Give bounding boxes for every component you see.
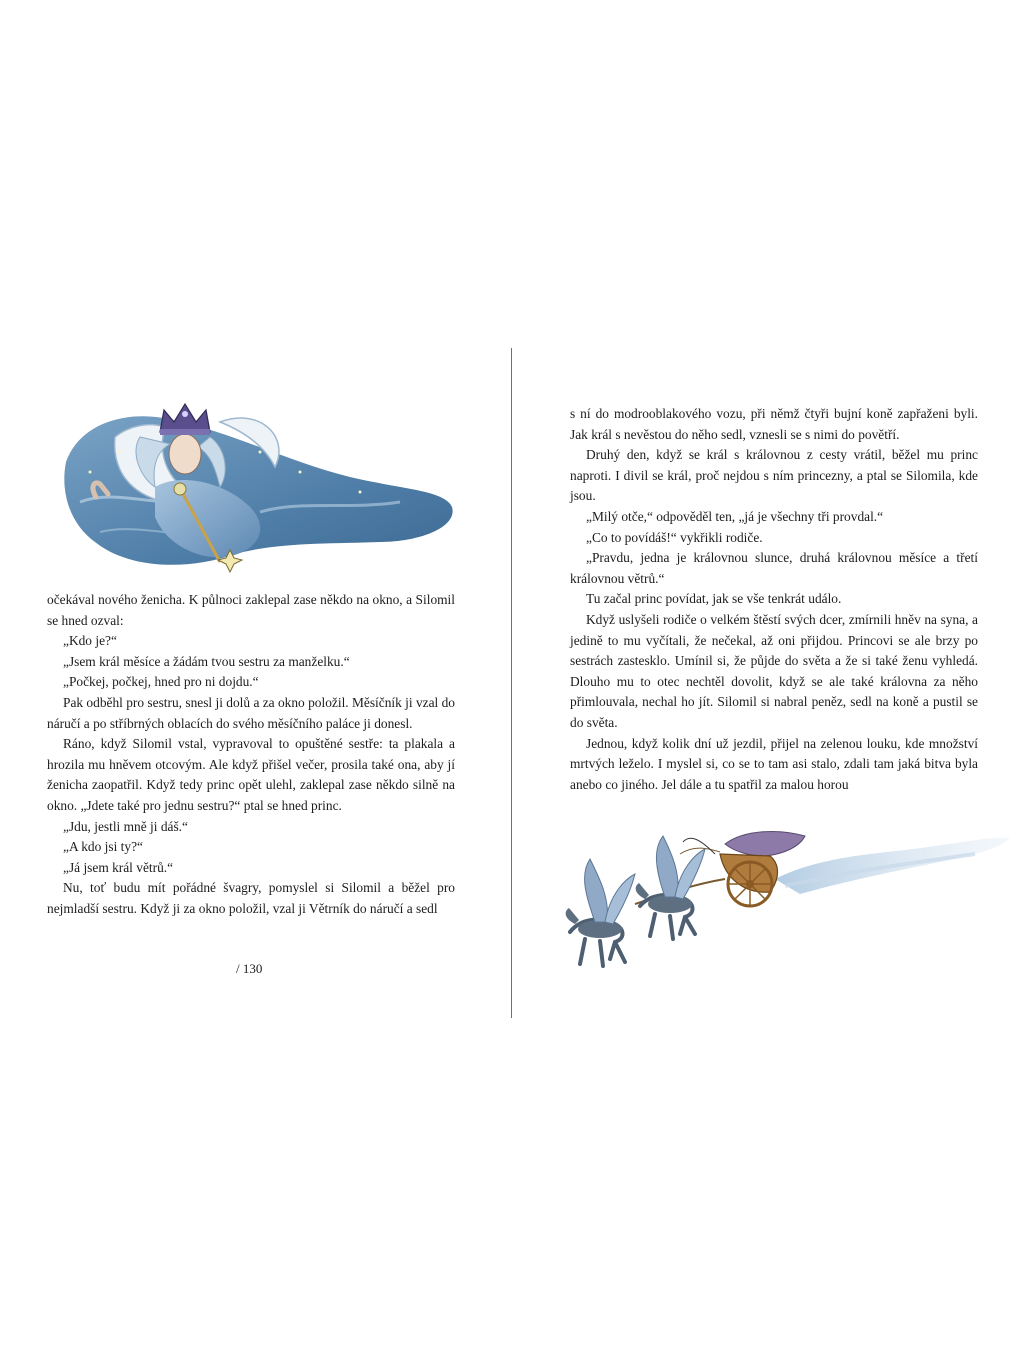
paragraph: Druhý den, když se král s královnou z cesty vrátil, běžel mu princ naproti. I divil se král, proč nejdou s ním princezny, a ptal se Silomila, kde jsou. (570, 447, 978, 504)
left-page-text (47, 590, 455, 920)
paragraph: očekával nového ženicha. K půlnoci zaklepal zase někdo na okno, a Silomil se hned ozval: (47, 592, 455, 628)
paragraph: Nu, toť budu mít pořádné švagry, pomyslel si Silomil a běžel pro nejmladší sestru. Když ji za okno položil, vzal ji Větrník do náručí a sedl (47, 880, 455, 916)
paragraph: „Jsem král měsíce a žádám tvou sestru za manželku.“ (63, 653, 350, 669)
paragraph: „Kdo je?“ (63, 633, 117, 649)
page-number: / 130 (236, 961, 263, 976)
paragraph: s ní do modrooblakového vozu, při němž čtyři bujní koně zapřaženi byli. Jak král s nevěstou do něho sedl, vznesli se s nimi do povětří. (570, 406, 978, 442)
moon-king-illustration (60, 392, 460, 582)
paragraph: „A kdo jsi ty?“ (63, 839, 143, 855)
paragraph: „Co to povídáš!“ vykřikli rodiče. (586, 529, 763, 545)
paragraph: Pak odběhl pro sestru, snesl ji dolů a za okno položil. Měsíčník ji vzal do náručí a po stříbrných oblacích do svého měsíčního paláce ji donesl. (47, 694, 455, 731)
spine-divider (511, 348, 512, 1018)
paragraph: Ráno, když Silomil vstal, vypravoval to opuštěné sestře: ta plakala a hrozila mu hněvem otcovým. Ale když přišel večer, prosila také ona, aby jí ženicha zaopatřil. Když tedy princ opět ulehl, zaklepal zase někdo silně na okno. „Jdete také pro jednu sestru?“ ptal se hned princ. (47, 736, 455, 813)
paragraph: „Pravdu, jedna je královnou slunce, druhá královnou měsíce a třetí královnou větrů.“ (570, 550, 978, 586)
paragraph: Tu začal princ povídat, jak se vše tenkrát událo. (586, 591, 842, 607)
right-page-text (570, 404, 978, 795)
paragraph: Když uslyšeli rodiče o velkém štěstí svých dcer, zmírnili hněv na syna, a jedině to mu vyčítali, že nečekal, až oni přijdou. Princovi se ale brzy po sestrách zastesklo. Umínil si, že půjde do světa a že si také ženu vyhledá. Dlouho mu to otec nechtěl dovolit, když se ale také královna za něho přimlouvala, nechal ho jít. Silomil si nabral peněz, sedl na koně a pustil se do světa. (570, 611, 978, 730)
paragraph: „Jdu, jestli mně ji dáš.“ (63, 818, 188, 834)
paragraph: Jednou, když kolik dní už jezdil, přijel na zelenou louku, kde množství mrtvých leželo. I myslel si, co se to tam asi stalo, zdali tam jaká bitva byla anebo co jiného. Jel dále a tu spatřil za malou horou (570, 735, 978, 792)
paragraph: „Milý otče,“ odpověděl ten, „já je všechny tři provdal.“ (586, 508, 884, 524)
winged-horses-chariot-illustration (555, 824, 1015, 970)
paragraph: „Já jsem král větrů.“ (63, 859, 174, 875)
paragraph: „Počkej, počkej, hned pro ni dojdu.“ (63, 674, 259, 690)
